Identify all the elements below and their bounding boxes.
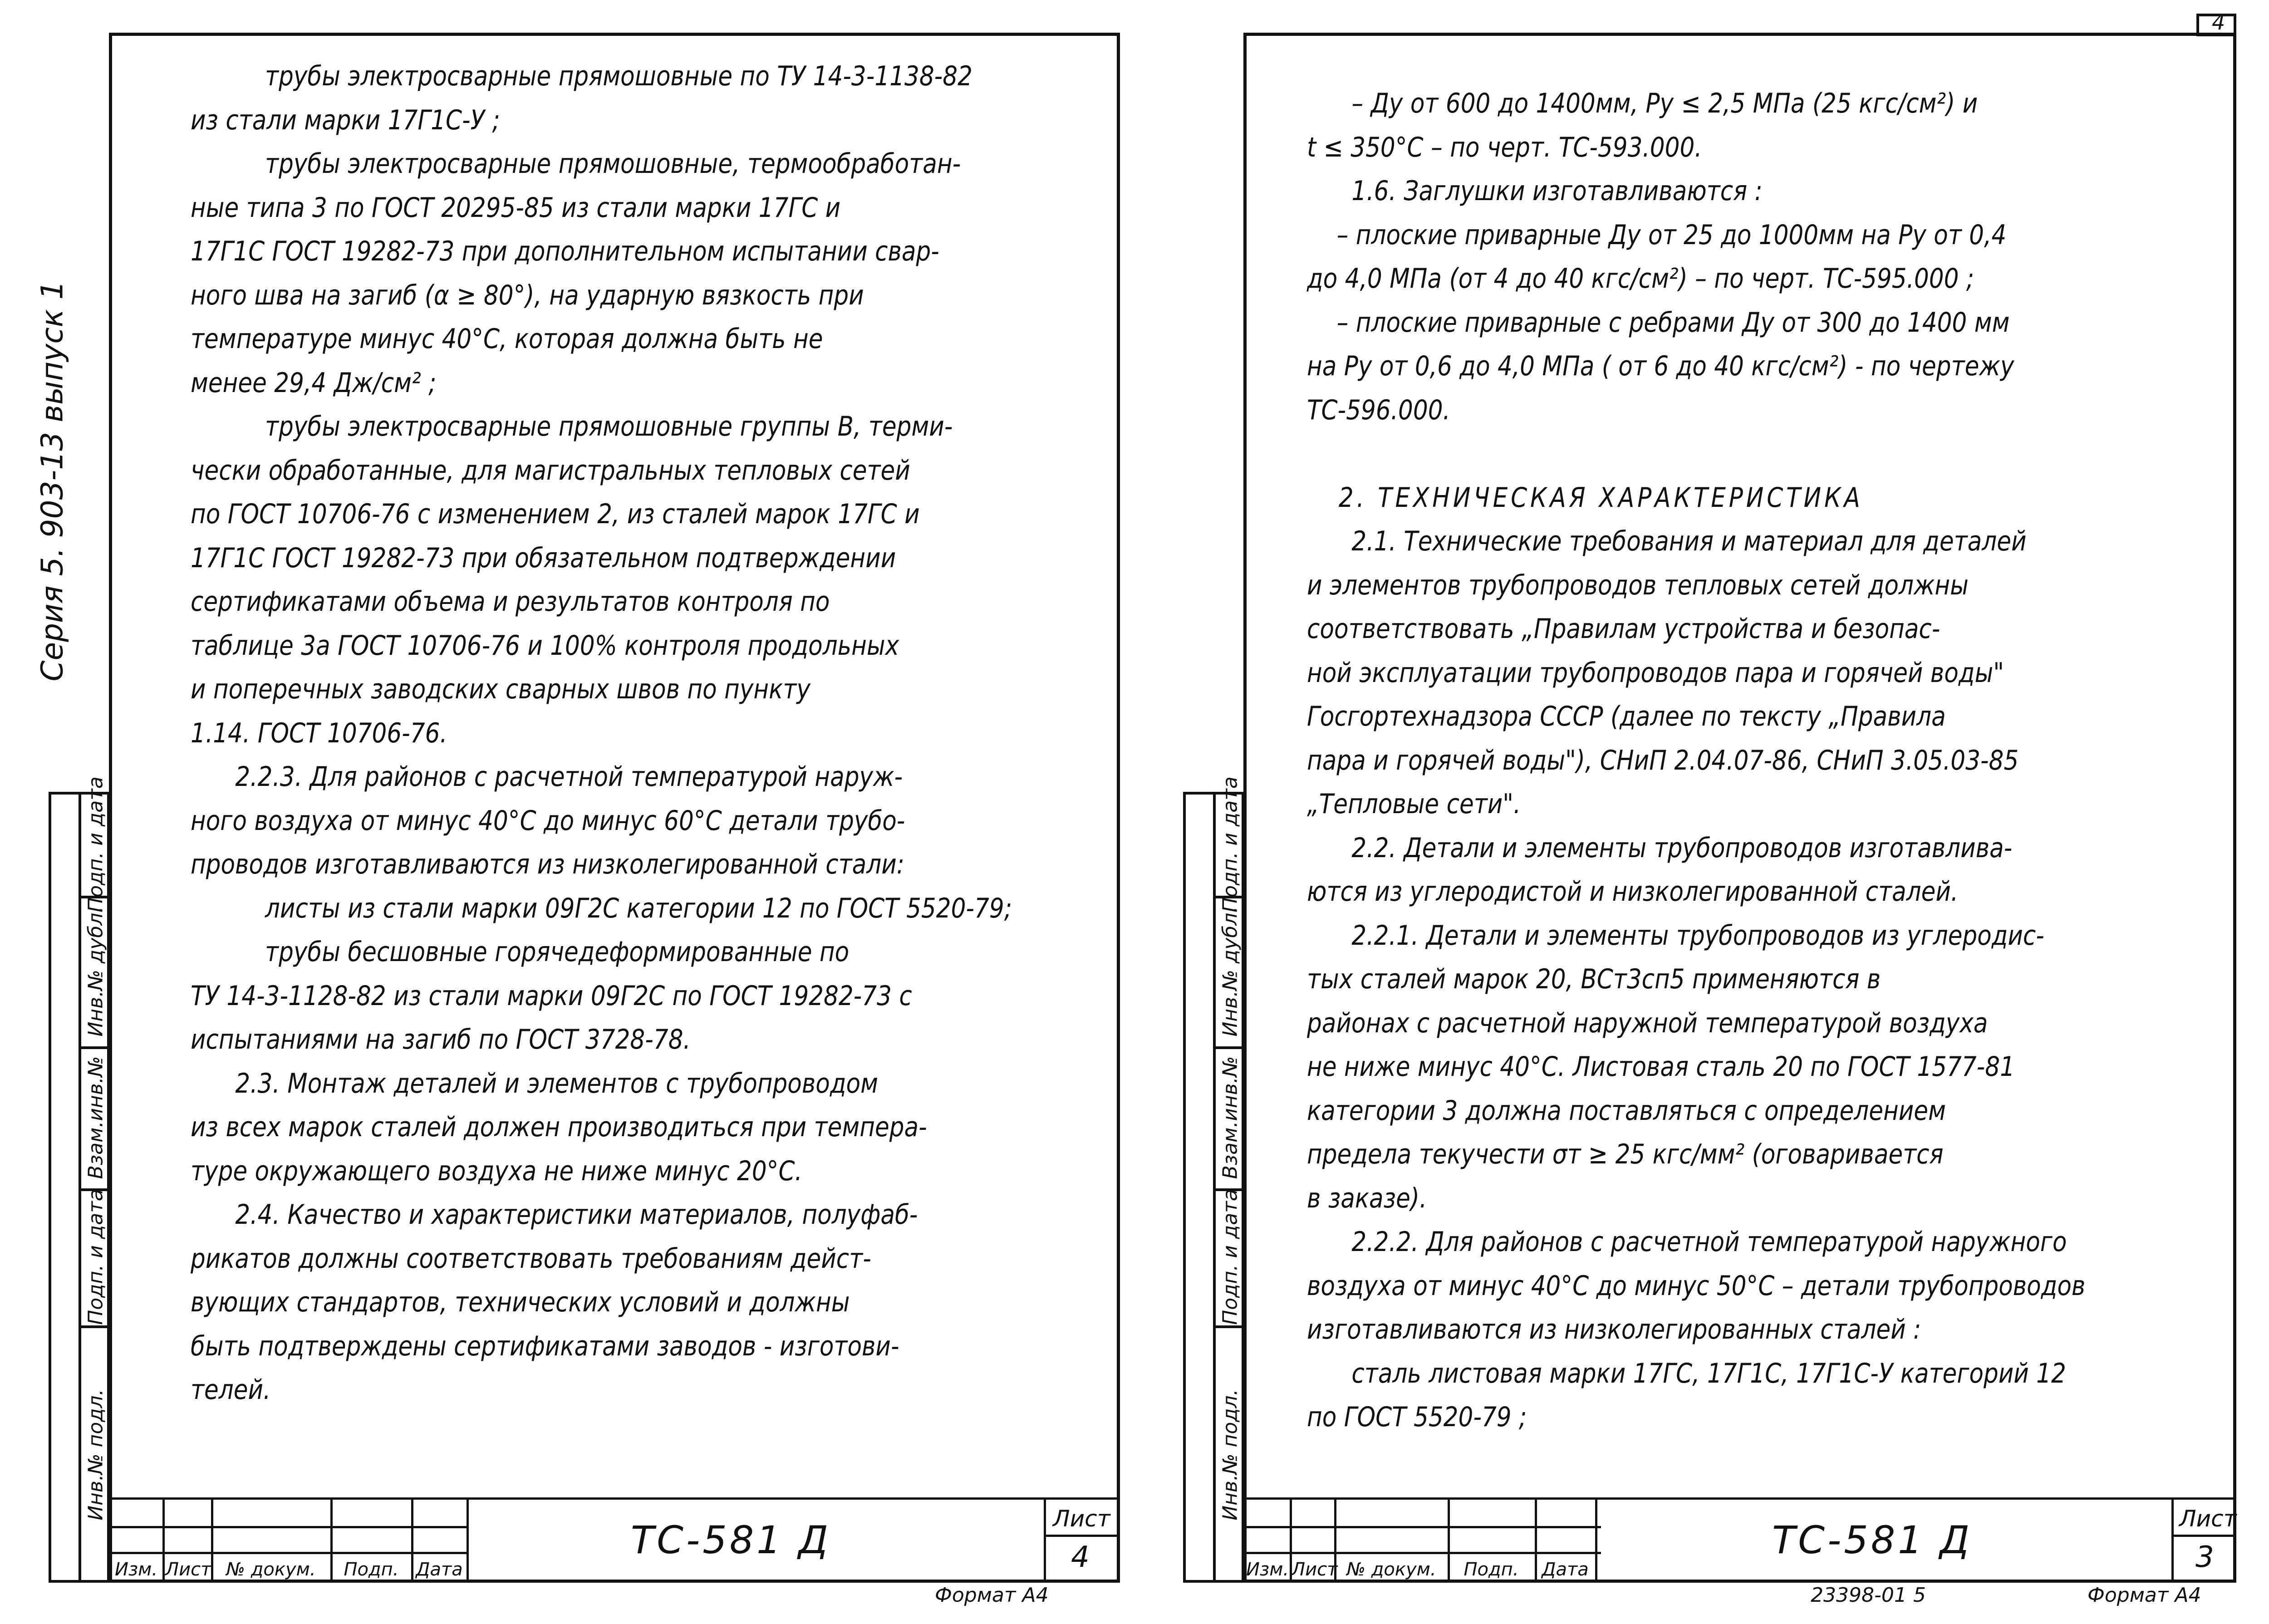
side-cell-label: Инв.№ подл. — [1218, 1389, 1242, 1521]
text-line: проводов изготавливаются из низколегированной стали: — [191, 849, 905, 880]
format-label: Формат А4 — [935, 1584, 1049, 1607]
section-heading: 2. ТЕХНИЧЕСКАЯ ХАРАКТЕРИСТИКА — [1307, 481, 1863, 514]
text-line: из стали марки 17Г1С-У ; — [191, 104, 500, 136]
text-line: 2.2.2. Для районов с расчетной температурой наружного — [1307, 1226, 2067, 1258]
side-cell-label: Инв.№ дубл. — [1218, 906, 1242, 1037]
stamp-header: Изм. — [1246, 1559, 1289, 1580]
text-line: ются из углеродистой и низколегированной сталей. — [1307, 876, 1959, 908]
stamp-header: Дата — [416, 1559, 463, 1580]
text-line: температуре минус 40°С, которая должна быть не — [191, 323, 823, 355]
text-line: ТС-596.000. — [1307, 394, 1450, 426]
text-line: 1.6. Заглушки изготавливаются : — [1307, 175, 1763, 207]
text-line: трубы бесшовные горячедеформированные по — [191, 936, 850, 968]
sheet-number: 4 — [1071, 1541, 1090, 1574]
side-cell-label: Взам.инв.№ — [1218, 1056, 1242, 1179]
text-line: чески обработанные, для магистральных тепловых сетей — [191, 454, 910, 486]
series-label: Серия 5. 903-13 выпуск 1 — [34, 280, 70, 682]
text-line: ТУ 14-3-1128-82 из стали марки 09Г2С по ГОСТ 19282-73 с — [191, 980, 912, 1012]
text-line: ные типа 3 по ГОСТ 20295-85 из стали марки 17ГС и — [191, 191, 841, 224]
text-line: 2.4. Качество и характеристики материалов, полуфаб- — [191, 1199, 918, 1231]
side-cell-label: Инв.№ дубл. — [84, 906, 108, 1037]
text-line: по ГОСТ 10706-76 с изменением 2, из сталей марок 17ГС и — [191, 498, 920, 530]
text-line: листы из стали марки 09Г2С категории 12 по ГОСТ 5520-79; — [191, 892, 1012, 924]
text-line: трубы электросварные прямошовные группы В, терми- — [191, 411, 953, 442]
stamp-header: № докум. — [226, 1559, 316, 1580]
side-cell-label: Инв.№ подл. — [84, 1389, 108, 1521]
text-line: 1.14. ГОСТ 10706-76. — [191, 717, 447, 749]
text-line: пара и горячей воды"), СНиП 2.04.07-86, СНиП 3.05.03-85 — [1307, 744, 2019, 776]
left-side-strip — [49, 776, 110, 1583]
text-line: из всех марок сталей должен производиться при темпера- — [191, 1111, 927, 1143]
text-line: рикатов должны соответствовать требованиям дейст- — [191, 1242, 871, 1275]
text-line: изготавливаются из низколегированных сталей : — [1307, 1314, 1921, 1345]
stamp-header: Лист — [1292, 1559, 1338, 1580]
right-page-text — [1307, 82, 2212, 1439]
side-cell-label: Подп. и дата — [84, 776, 108, 913]
text-line: сталь листовая марки 17ГС, 17Г1С, 17Г1С-У категорий 12 — [1307, 1357, 2066, 1389]
text-line: – плоские приварные Ду от 25 до 1000мм на Ру от 0,4 — [1307, 219, 2007, 251]
stamp-header: Подп. — [344, 1559, 399, 1580]
text-line: и элементов трубопроводов тепловых сетей должны — [1307, 569, 1969, 601]
text-line — [1307, 432, 2085, 476]
sheet-label: Лист — [2179, 1506, 2237, 1532]
text-line: 17Г1С ГОСТ 19282-73 при обязательном подтверждении — [191, 542, 896, 574]
text-line: тых сталей марок 20, ВСт3сп5 применяются в — [1307, 963, 1881, 995]
left-title-block — [109, 1497, 1120, 1583]
side-cell-label: Подп. и дата — [84, 1189, 108, 1325]
text-line: телей. — [191, 1374, 271, 1406]
side-cell-label: Подп. и дата — [1218, 776, 1242, 913]
text-line: ного воздуха от минус 40°С до минус 60°С детали трубо- — [191, 805, 905, 837]
text-line: категории 3 должна поставляться с определением — [1307, 1094, 1946, 1127]
text-line: сертификатами объема и результатов контроля по — [191, 586, 830, 618]
text-line: 2.2. Детали и элементы трубопроводов изготавлива- — [1307, 832, 2013, 864]
text-line: – плоские приварные с ребрами Ду от 300 до 1400 мм — [1307, 306, 2010, 339]
text-line: „Тепловые сети". — [1307, 788, 1521, 820]
text-line: 2.3. Монтаж деталей и элементов с трубопроводом — [191, 1067, 878, 1099]
document-code: ТС-581 Д — [631, 1518, 831, 1562]
corner-number: 4 — [2212, 10, 2225, 34]
text-line: трубы электросварные прямошовные, термообработан- — [191, 148, 961, 180]
text-line: в заказе). — [1307, 1182, 1427, 1214]
side-cell-label: Подп. и дата — [1218, 1189, 1242, 1325]
archive-number: 23398-01 5 — [1811, 1584, 1926, 1607]
left-page-text — [191, 54, 1146, 1412]
text-line: соответствовать „Правилам устройства и безопас- — [1307, 613, 1940, 645]
sheet-label: Лист — [1053, 1506, 1110, 1532]
text-line: ной эксплуатации трубопроводов пара и горячей воды" — [1307, 657, 2004, 689]
text-line: испытаниями на загиб по ГОСТ 3728-78. — [191, 1024, 691, 1055]
text-line: быть подтверждены сертификатами заводов - изготови- — [191, 1330, 899, 1362]
stamp-header: Изм. — [114, 1559, 158, 1580]
text-line: – Ду от 600 до 1400мм, Ру ≤ 2,5 МПа (25 кгс/см²) и — [1307, 88, 1978, 119]
right-title-block — [1243, 1497, 2236, 1583]
text-line: вующих стандартов, технических условий и должны — [191, 1286, 850, 1318]
text-line: t ≤ 350°С – по черт. ТС-593.000. — [1307, 131, 1702, 163]
text-line: не ниже минус 40°С. Листовая сталь 20 по ГОСТ 1577-81 — [1307, 1051, 2015, 1083]
text-line: трубы электросварные прямошовные по ТУ 14-3-1138-82 — [191, 60, 972, 92]
text-line: менее 29,4 Дж/см² ; — [191, 367, 437, 399]
text-line: и поперечных заводских сварных швов по пункту — [191, 673, 810, 705]
document-code: ТС-581 Д — [1772, 1518, 1972, 1562]
text-line: на Ру от 0,6 до 4,0 МПа ( от 6 до 40 кгс/см²) - по чертежу — [1307, 350, 2014, 382]
text-line: до 4,0 МПа (от 4 до 40 кгс/см²) – по черт. ТС-595.000 ; — [1307, 263, 1974, 294]
right-side-strip — [1183, 776, 1244, 1583]
text-line: воздуха от минус 40°С до минус 50°С – детали трубопроводов — [1307, 1270, 2086, 1302]
text-line: ного шва на загиб (α ≥ 80°), на ударную вязкость при — [191, 279, 864, 311]
stamp-header: Подп. — [1464, 1559, 1519, 1580]
text-line: по ГОСТ 5520-79 ; — [1307, 1401, 1527, 1433]
side-cell-label: Взам.инв.№ — [84, 1056, 108, 1179]
text-line: 2.2.1. Детали и элементы трубопроводов из углеродис- — [1307, 919, 2044, 952]
text-line: 2.2.3. Для районов с расчетной температурой наруж- — [191, 761, 903, 793]
text-line: предела текучести σт ≥ 25 кгс/мм² (оговаривается — [1307, 1138, 1944, 1170]
text-line: 2.1. Технические требования и материал для деталей — [1307, 525, 2027, 557]
stamp-header: Дата — [1542, 1559, 1589, 1580]
stamp-header: № докум. — [1346, 1559, 1436, 1580]
text-line: 17Г1С ГОСТ 19282-73 при дополнительном испытании свар- — [191, 236, 939, 267]
text-line: таблице 3а ГОСТ 10706-76 и 100% контроля продольных — [191, 629, 899, 662]
text-line: районах с расчетной наружной температурой воздуха — [1307, 1007, 1988, 1039]
text-line: туре окружающего воздуха не ниже минус 20°С. — [191, 1155, 802, 1187]
format-label: Формат А4 — [2087, 1584, 2201, 1607]
sheet-number: 3 — [2195, 1541, 2214, 1574]
text-line: Госгортехнадзора СССР (далее по тексту „Правила — [1307, 701, 1946, 732]
stamp-header: Лист — [165, 1559, 211, 1580]
